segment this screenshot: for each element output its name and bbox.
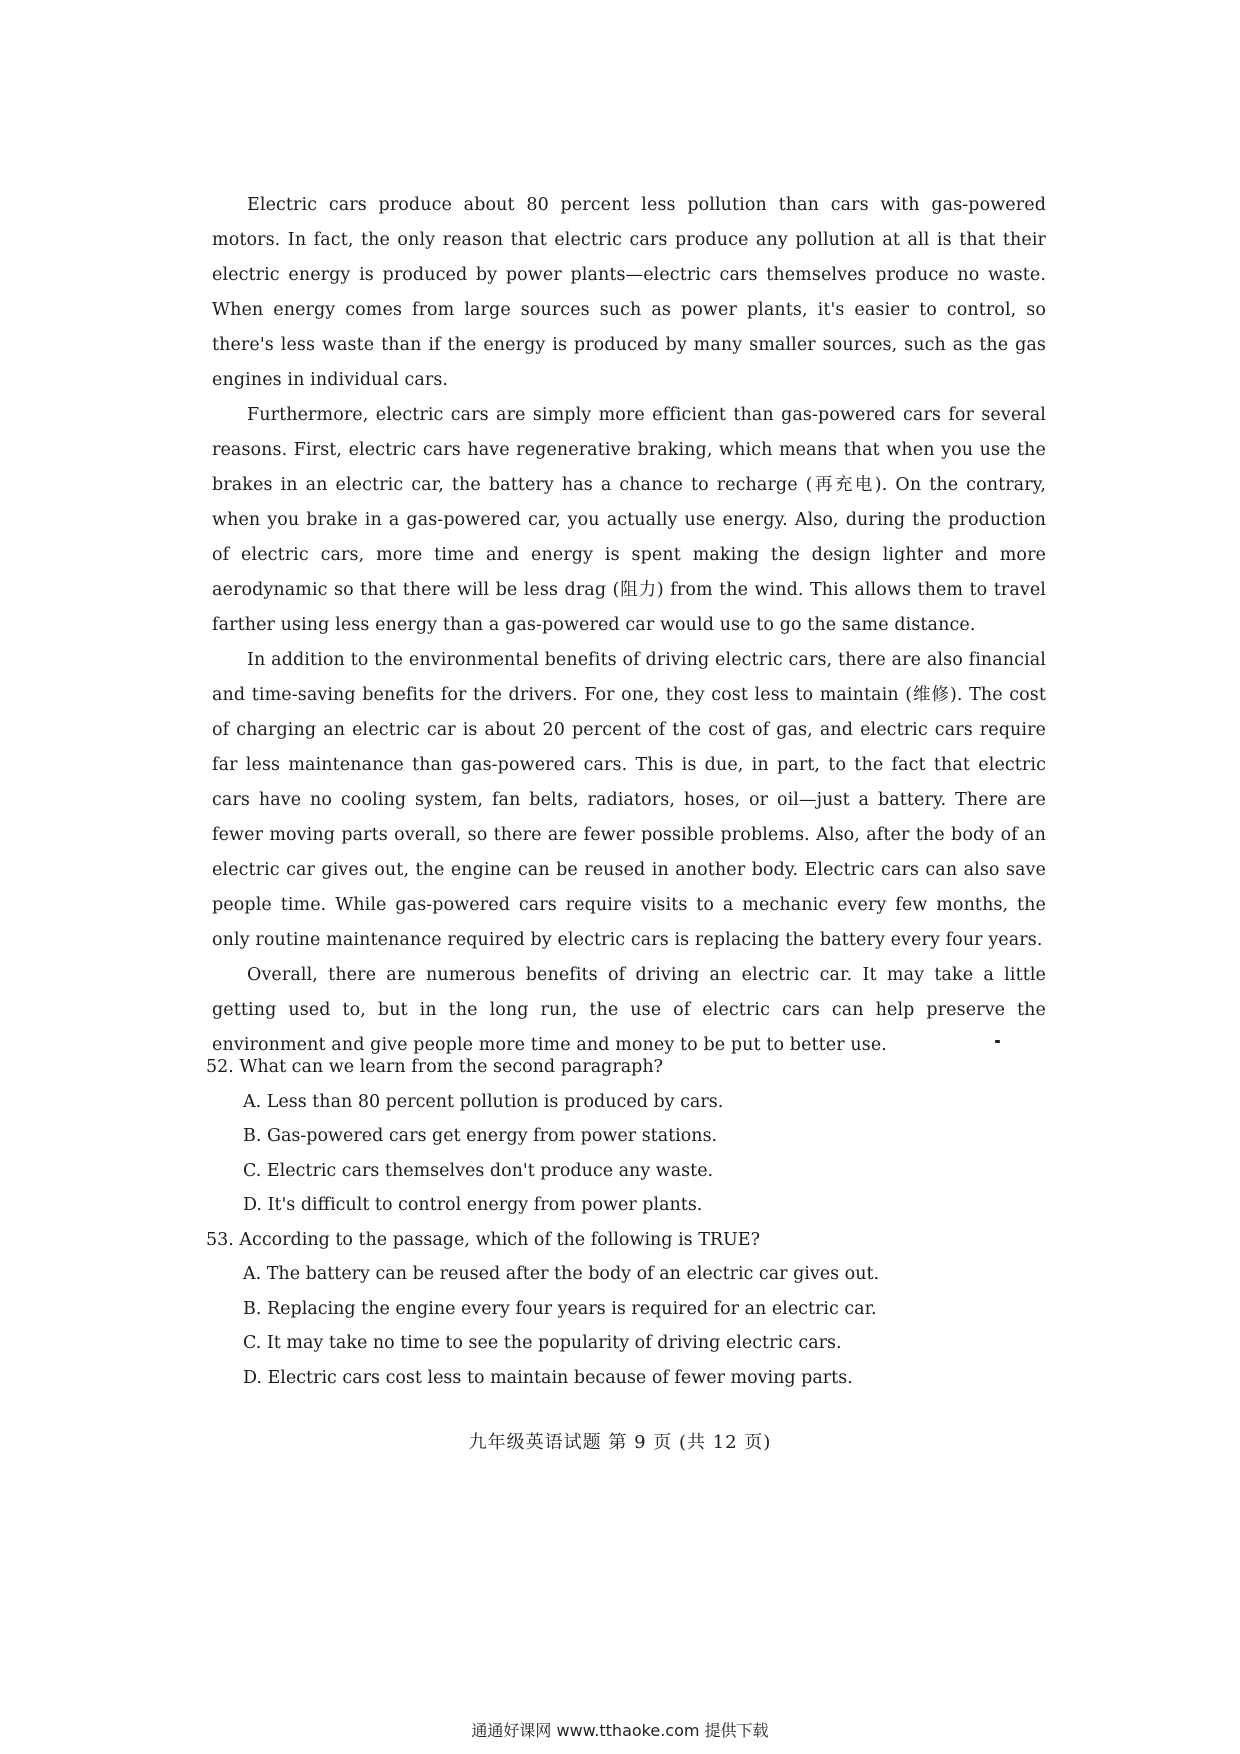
- option-a: A. Less than 80 percent pollution is produced by cars.: [243, 1091, 724, 1112]
- option-d: D. Electric cars cost less to maintain because of fewer moving parts.: [243, 1367, 853, 1388]
- reading-passage: [212, 188, 1046, 1063]
- option-d: D. It's difficult to control energy from power plants.: [243, 1195, 703, 1215]
- passage-paragraph-2: Furthermore, electric cars are simply more efficient than gas-powered cars for several reasons. First, electric cars have regenerative braking, which means that when you use the brakes in an electric car, the battery has a chance to recharge (再充电). On the contrary, when you brake in a gas-powered car, you actually use energy. Also, during the production of electric cars, more time and energy is spent making the design lighter and more aerodynamic so that there will be less drag (阻力) from the wind. This allows them to travel farther using less energy than a gas-powered car would use to go the same distance.: [212, 405, 1046, 635]
- question-52: [206, 1050, 1040, 1223]
- page-number-footer: 九年级英语试题 第 9 页 (共 12 页): [468, 1432, 772, 1453]
- passage-paragraph-1: Electric cars produce about 80 percent less pollution than cars with gas-powered motors. In fact, the only reason that electric cars produce any pollution at all is that their electric energy is produced by power plants—electric cars themselves produce no waste. When energy comes from large sources such as power plants, it's easier to control, so there's less waste than if the energy is produced by many smaller sources, such as the gas engines in individual cars.: [212, 195, 1046, 390]
- question-stem: 53. According to the passage, which of the following is TRUE?: [206, 1229, 760, 1250]
- passage-paragraph-3: In addition to the environmental benefits of driving electric cars, there are also financial and time-saving benefits for the drivers. For one, they cost less to maintain (维修). The cost of charging an electric car is about 20 percent of the cost of gas, and electric cars require far less maintenance than gas-powered cars. This is due, in part, to the fact that electric cars have no cooling system, fan belts, radiators, hoses, or oil—just a battery. There are fewer moving parts overall, so there are fewer possible problems. Also, after the body of an electric car gives out, the engine can be reused in another body. Electric cars can also save people time. While gas-powered cars require visits to a mechanic every few months, the only routine maintenance required by electric cars is replacing the battery every four years.: [212, 650, 1046, 950]
- option-b: B. Replacing the engine every four years is required for an electric car.: [243, 1298, 877, 1319]
- question-53: [206, 1223, 1040, 1396]
- question-stem: 52. What can we learn from the second paragraph?: [206, 1057, 663, 1077]
- passage-paragraph-4: Overall, there are numerous benefits of driving an electric car. It may take a little getting used to, but in the long run, the use of electric cars can help preserve the environment and give people more time and money to be put to better use.: [212, 965, 1046, 1055]
- question-list: [206, 1050, 1040, 1395]
- option-a: A. The battery can be reused after the body of an electric car gives out.: [243, 1264, 880, 1284]
- option-c: C. It may take no time to see the popularity of driving electric cars.: [243, 1333, 842, 1353]
- option-c: C. Electric cars themselves don't produce any waste.: [243, 1160, 714, 1181]
- option-b: B. Gas-powered cars get energy from power stations.: [243, 1126, 718, 1146]
- site-credit: 通通好课网 www.tthaoke.com 提供下载: [471, 1721, 769, 1740]
- stray-mark: [995, 1040, 1000, 1043]
